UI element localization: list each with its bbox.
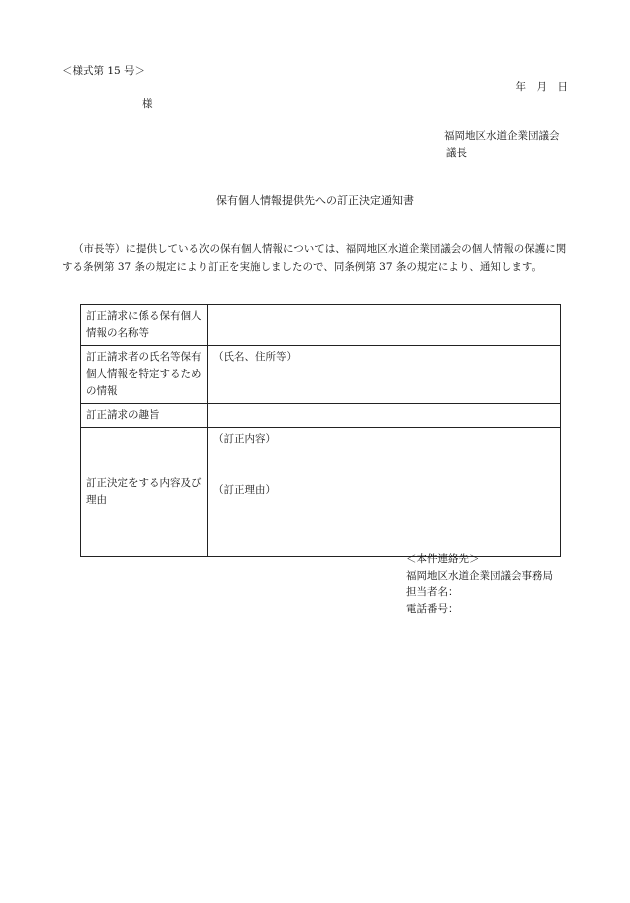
table-row <box>81 346 561 404</box>
row-value-info-name <box>208 305 561 346</box>
form-number: ＜様式第 15 号＞ <box>62 65 146 77</box>
contact-heading: ＜本件連絡先＞ <box>406 553 480 565</box>
row-value-purpose <box>208 404 561 428</box>
table-row <box>81 404 561 428</box>
row-label-requester: 訂正請求者の氏名等保有個人情報を特定するための情報 <box>81 346 208 404</box>
row-value-decision <box>208 428 561 557</box>
body-text: （市長等）に提供している次の保有個人情報については、福岡地区水道企業団議会の個人情報の保護に関する条例第 37 条の規定により訂正を実施しましたので、同条例第 37 条の規定により、通知します。 <box>62 243 567 273</box>
table-row <box>81 305 561 346</box>
row-label-info-name: 訂正請求に係る保有個人情報の名称等 <box>81 305 208 346</box>
correction-content-label: （訂正内容） <box>213 433 276 445</box>
recipient-suffix: 様 <box>142 98 153 110</box>
contact-phone: 電話番号： <box>406 602 459 615</box>
row-label-decision: 訂正決定をする内容及び理由 <box>81 428 208 557</box>
row-label-purpose: 訂正請求の趣旨 <box>81 404 208 428</box>
correction-reason-label: （訂正理由） <box>213 484 276 496</box>
document-title: 保有個人情報提供先への訂正決定通知書 <box>216 194 414 207</box>
table-row <box>81 428 561 557</box>
row-value-requester: （氏名、住所等） <box>208 346 561 404</box>
contact-block <box>406 551 553 617</box>
issuer-title: 議長 <box>446 147 467 159</box>
date-line: 年 月 日 <box>515 81 568 93</box>
contact-office: 福岡地区水道企業団議会事務局 <box>406 569 553 582</box>
notice-table <box>80 304 561 557</box>
contact-person: 担当者名： <box>406 586 459 598</box>
issuer-organization: 福岡地区水道企業団議会 <box>444 130 560 142</box>
